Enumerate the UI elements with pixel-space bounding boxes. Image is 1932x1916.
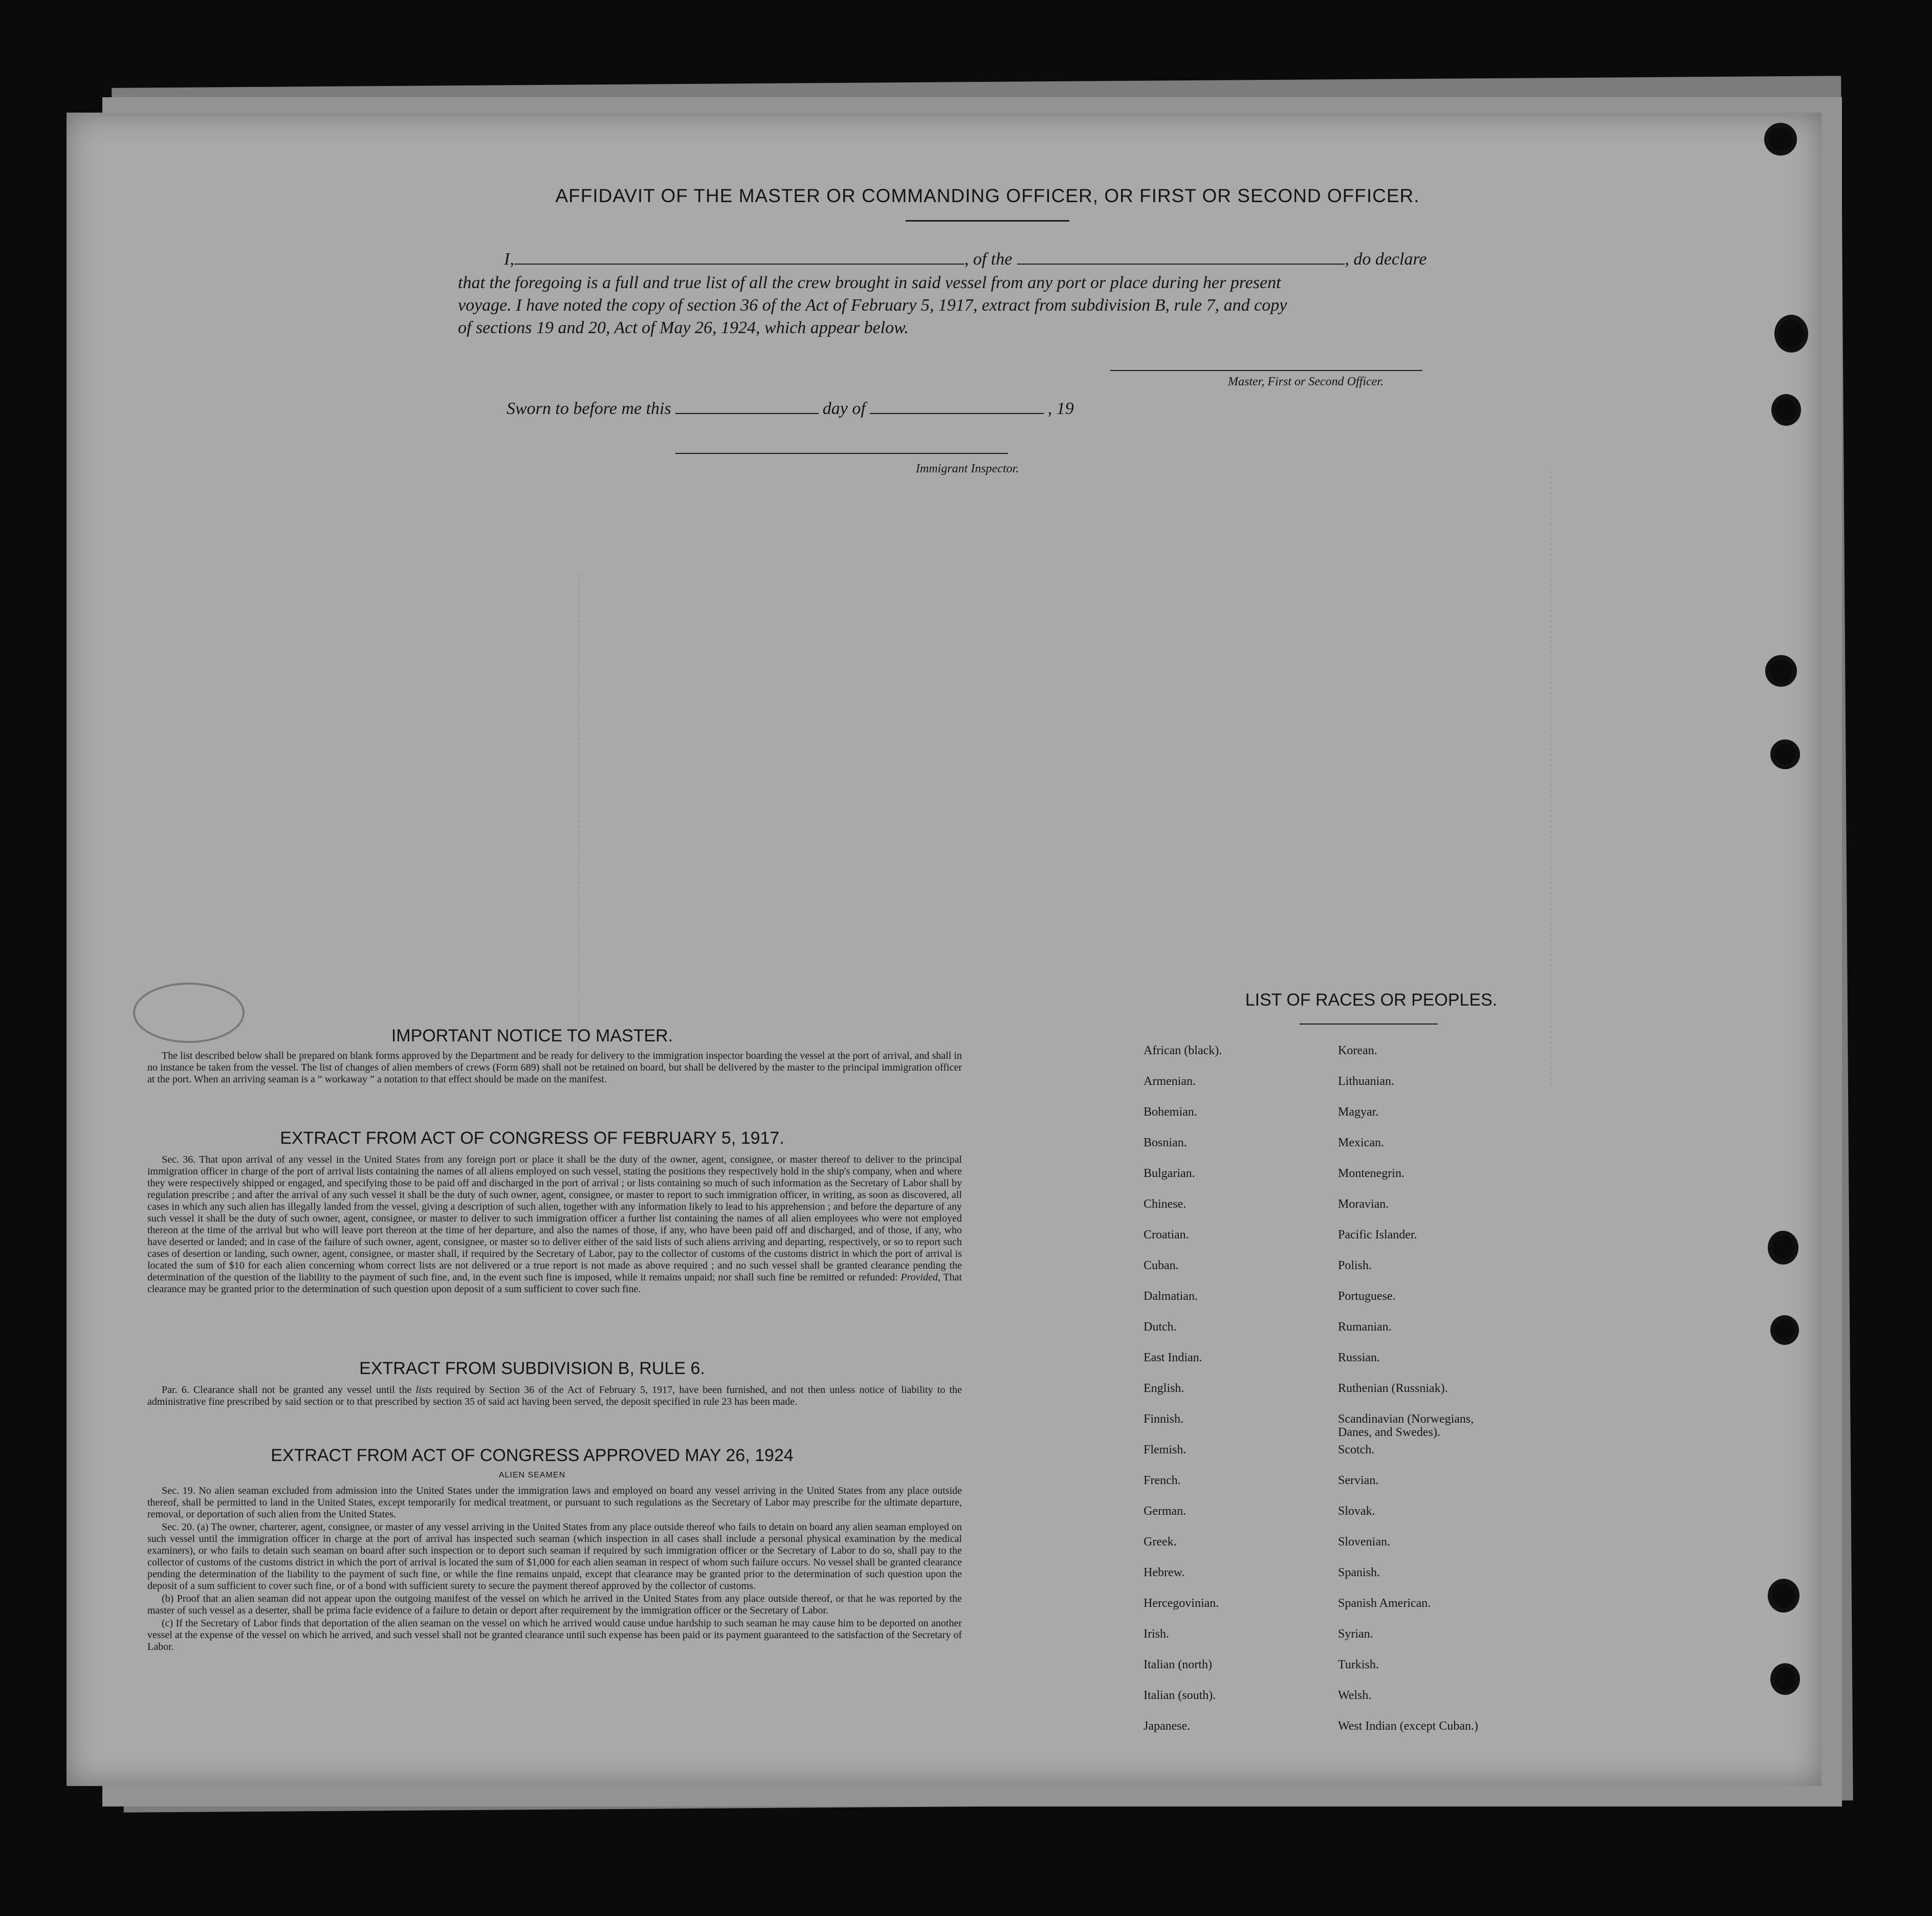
notice-paragraph: The list described below shall be prepared on blank forms approved by the Department and be ready for delivery to the immigration inspector boarding the vessel at the port of arrival, and shall in no instance be taken from the vessel. The list of changes of alien members of crews (Form 689) shall not be retained on board, but shall be delivered by the master to the principal immigration officer at the port. When an arriving seaman is a “ workaway ” a notation to that effect should be made on the manifest.	[147, 1050, 962, 1085]
extract-1924-subtitle: ALIEN SEAMEN	[498, 1471, 566, 1479]
binding-hole	[1765, 655, 1797, 687]
races-right-column	[1338, 1044, 1624, 1750]
name-blank	[514, 264, 964, 265]
race-item: Lithuanian.	[1338, 1075, 1394, 1088]
sec20a-text: Sec. 20. (a) The owner, charterer, agent, consignee, or master of any vessel arriving in the United States from any place outside thereof who fails to detain on board any alien seaman employed on such vessel until the immigration officer in charge at the port of arrival has inspected such seaman (which inspection in all cases shall include a personal physical examination by the medical examiners), or who fails to detain such seaman on board after such inspection or to deport such seaman if required by such immigration officer or the Secretary of Labor to do so, shall pay to the collector of customs of the customs district in which the port of arrival is located the sum of $1,000 for each alien seaman in respect of whom such failure occurs. No vessel shall be granted clearance pending the determination of the liability to the payment of such fine, or while the fine remains unpaid, except that clearance may be granted prior to the determination of such question upon the deposit of a sum sufficient to cover such fine, or of a bond with sufficient surety to secure the payment thereof approved by the collector of customs.	[147, 1521, 962, 1592]
binding-hole	[1770, 739, 1800, 769]
extract-1924-text	[147, 1485, 962, 1654]
race-item: Dutch.	[1144, 1320, 1177, 1334]
race-item: Bohemian.	[1144, 1105, 1197, 1119]
sec36-text-end: That clearance may be granted prior to the determination of such question upon deposit of a sum sufficient to cover such fine.	[147, 1272, 962, 1295]
race-item: Hebrew.	[1144, 1566, 1185, 1579]
affidavit-line-2: that the foregoing is a full and true list of all the crew brought in said vessel from any port or place during her present	[458, 273, 1281, 292]
sec20b-text: (b) Proof that an alien seaman did not appear upon the outgoing manifest of the vessel on which he arrived in the United States from any place outside thereof, or that he was reported by the master of such vessel as a deserter, shall be prima facie evidence of a failure to detain or deport after requirement by the immigration officer or the Secretary of Labor.	[147, 1593, 962, 1616]
notice-title: IMPORTANT NOTICE TO MASTER.	[391, 1026, 673, 1046]
rule6-text-end: required by Section 36 of the Act of February 5, 1917, have been furnished, and not then unless notice of liability to the administrative fine prescribed by said section or to that prescribed by section 35 of said act having been served, the deposit specified in rule 23 has been made.	[147, 1384, 962, 1407]
race-item: Finnish.	[1144, 1412, 1184, 1426]
sec36-text: Sec. 36. That upon arrival of any vessel in the United States from any foreign port or place it shall be the duty of the owner, agent, consignee, or master thereof to deliver to the principal immigration officer in charge of the port of arrival lists containing the names of all aliens employed on such vessel, stating the positions they respectively hold in the ship's company, when and where they were respectively shipped or engaged, and specifying those to be paid off and discharged in the port of arrival ; or lists containing so much of such information as the Secretary of Labor shall by regulation prescribe ; and after the arrival of any such vessel it shall be the duty of such owner, agent, consignee, or master to report to such immigration officer, in writing, as soon as discovered, all cases in which any such alien has illegally landed from the vessel, giving a description of such alien, together with any information likely to lead to his apprehension ; and before the departure of any such vessel it shall be the duty of such owner, agent, consignee, or master to deliver to such immigration officer a further list containing the names of all alien employees who were not employed thereon at the time of the arrival but who will leave port thereon at the time of her departure, and also the names of those, if any, who have been paid off and discharged, and of those, if any, who have deserted or landed; and in case of the failure of such owner, agent, consignee, or master so to deliver either of the said lists of such aliens arriving and departing, respectively, or so to report such cases of desertion or landing, such owner, agent, consignee, or master shall, if required by the Secretary of Labor, pay to the collector of customs of the customs district in which the port of arrival is located the sum of $10 for each alien concerning whom correct lists are not delivered or a true report is not made as above required ; and no such vessel shall be granted clearance pending the determination of the question of the liability to the payment of such fine, and, in the event such fine is imposed, while it remains unpaid; nor shall such fine be remitted or refunded:	[147, 1154, 962, 1283]
race-item: Rumanian.	[1338, 1320, 1392, 1334]
race-item: Bulgarian.	[1144, 1167, 1195, 1180]
document-page	[67, 113, 1821, 1786]
affidavit-i: I,	[504, 250, 514, 269]
race-item: Ruthenian (Russniak).	[1338, 1382, 1448, 1395]
race-item: French.	[1144, 1474, 1181, 1487]
race-item: Greek.	[1144, 1535, 1177, 1549]
extract-1917-title: EXTRACT FROM ACT OF CONGRESS OF FEBRUARY 5, 1917.	[280, 1128, 784, 1148]
extract-rule6-title: EXTRACT FROM SUBDIVISION B, RULE 6.	[359, 1359, 705, 1378]
race-item: Mexican.	[1338, 1136, 1384, 1149]
binding-hole	[1770, 1663, 1800, 1695]
race-item: Bosnian.	[1144, 1136, 1187, 1149]
binding-hole	[1770, 1315, 1799, 1345]
races-title: LIST OF RACES OR PEOPLES.	[1245, 990, 1498, 1010]
notice-text	[147, 1050, 962, 1086]
race-item: Pacific Islander.	[1338, 1228, 1417, 1242]
binding-hole	[1771, 394, 1801, 426]
sec19-text: Sec. 19. No alien seaman excluded from admission into the United States under the immigration laws and employed on board any vessel arriving in the United States from any place outside thereof, shall be permitted to land in the United States, except temporarily for medical treatment, or pursuant to such regulations as the Secretary of Labor may prescribe for the ultimate departure, removal, or deportation of such alien from the United States.	[147, 1485, 962, 1520]
race-item: Scotch.	[1338, 1443, 1375, 1456]
extract-rule6-text	[147, 1384, 962, 1409]
sworn-line	[507, 399, 1172, 419]
sworn-day-blank	[675, 413, 819, 414]
race-item: East Indian.	[1144, 1351, 1202, 1364]
affidavit-of-the: , of the	[964, 250, 1013, 269]
sec36-provided: Provided,	[901, 1272, 940, 1283]
race-item: Turkish.	[1338, 1658, 1379, 1671]
binding-hole	[1768, 1231, 1798, 1265]
race-item: English.	[1144, 1382, 1184, 1395]
rule6-text: Par. 6. Clearance shall not be granted any vessel until the	[162, 1384, 412, 1396]
inspector-label: Immigrant Inspector.	[916, 462, 1019, 475]
sworn-day-of: day of	[822, 399, 866, 418]
affidavit-title: AFFIDAVIT OF THE MASTER OR COMMANDING OFFICER, OR FIRST OR SECOND OFFICER.	[555, 185, 1420, 206]
race-item: Slovak.	[1338, 1505, 1375, 1518]
binding-hole	[1764, 123, 1797, 156]
race-item: Spanish.	[1338, 1566, 1380, 1579]
race-item: Magyar.	[1338, 1105, 1379, 1119]
sec20c-text: (c) If the Secretary of Labor finds that deportation of the alien seaman on the vessel on which he arrived would cause undue hardship to such seaman he may cause him to be deported on another vessel at the expense of the vessel on which he arrived, and such vessel shall not be granted clearance until such expense has been paid or its payment guaranteed to the satisfaction of the Secretary of Labor.	[147, 1618, 962, 1652]
race-item: Armenian.	[1144, 1075, 1196, 1088]
race-item: Chinese.	[1144, 1198, 1187, 1211]
race-item: African (black).	[1144, 1044, 1222, 1057]
race-item: Scandinavian (Norwegians, Danes, and Swedes).	[1338, 1412, 1474, 1439]
sworn-month-blank	[870, 413, 1044, 414]
sworn-prefix: Sworn to before me this	[507, 399, 671, 418]
race-item: Polish.	[1338, 1259, 1372, 1272]
races-title-rule	[1300, 1024, 1438, 1025]
race-item: Croatian.	[1144, 1228, 1189, 1242]
race-item: Italian (south).	[1144, 1689, 1216, 1702]
race-item: Portuguese.	[1338, 1290, 1396, 1303]
race-item: Russian.	[1338, 1351, 1380, 1364]
inspector-signature-line	[675, 453, 1008, 454]
race-item: Cuban.	[1144, 1259, 1179, 1272]
races-left-column	[1144, 1044, 1338, 1750]
race-item: Servian.	[1338, 1474, 1379, 1487]
race-item: Syrian.	[1338, 1627, 1373, 1641]
title-rule	[906, 220, 1069, 222]
race-item: Spanish American.	[1338, 1597, 1431, 1610]
race-item: Welsh.	[1338, 1689, 1372, 1702]
race-item: Slovenian.	[1338, 1535, 1390, 1549]
race-item: Flemish.	[1144, 1443, 1187, 1456]
race-item: Dalmatian.	[1144, 1290, 1198, 1303]
sworn-year: , 19	[1047, 399, 1074, 418]
race-item: Moravian.	[1338, 1198, 1389, 1211]
race-item: Irish.	[1144, 1627, 1169, 1641]
affidavit-line-4: of sections 19 and 20, Act of May 26, 1924, which appear below.	[458, 318, 909, 337]
race-item: Italian (north)	[1144, 1658, 1212, 1671]
binding-hole	[1774, 315, 1808, 353]
race-item: Japanese.	[1144, 1719, 1191, 1733]
affidavit-declare: , do declare	[1345, 250, 1427, 269]
master-signature-label: Master, First or Second Officer.	[1228, 375, 1384, 388]
affidavit-line-1	[504, 250, 1522, 269]
race-item: Korean.	[1338, 1044, 1377, 1057]
race-item: Montenegrin.	[1338, 1167, 1404, 1180]
race-item: German.	[1144, 1505, 1187, 1518]
race-item: West Indian (except Cuban.)	[1338, 1719, 1478, 1733]
rule6-lists: lists	[415, 1384, 432, 1396]
affidavit-line-3: voyage. I have noted the copy of section 36 of the Act of February 5, 1917, extract from subdivision B, rule 7, and copy	[458, 296, 1287, 315]
binding-hole	[1768, 1579, 1799, 1613]
vessel-blank	[1017, 264, 1345, 265]
extract-1924-title: EXTRACT FROM ACT OF CONGRESS APPROVED MAY 26, 1924	[271, 1446, 794, 1465]
race-item: Hercegovinian.	[1144, 1597, 1219, 1610]
extract-1917-text	[147, 1154, 962, 1296]
master-signature-line	[1110, 370, 1422, 371]
